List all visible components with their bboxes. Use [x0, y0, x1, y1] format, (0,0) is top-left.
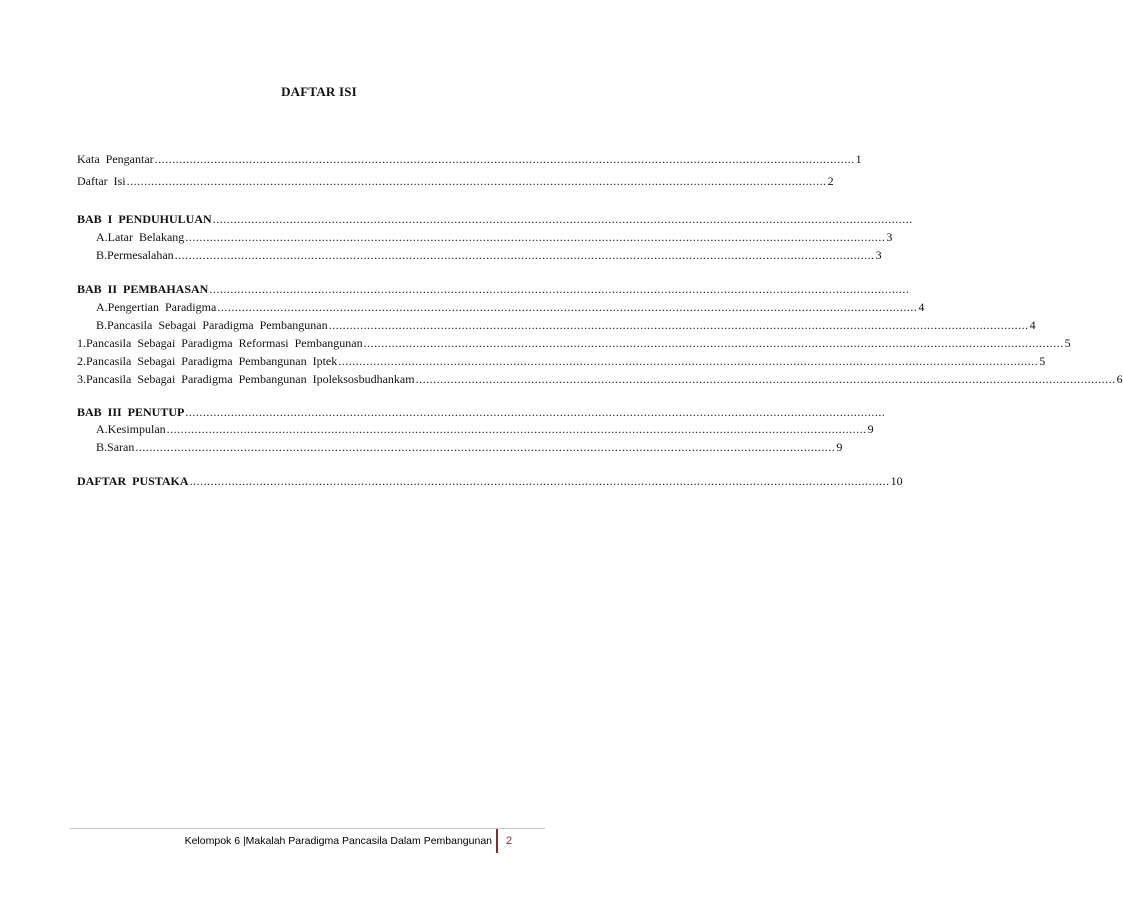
- toc-entry-label: Permesalahan: [107, 248, 174, 262]
- toc-entry-prefix: 3.: [77, 372, 86, 386]
- dot-leader: ........................................................................................................................................................................................................: [185, 230, 886, 244]
- toc-entry-prefix: 1.: [77, 336, 86, 350]
- dot-leader: ........................................................................................................................................................................................................: [135, 440, 836, 454]
- toc-entry-kata-pengantar: [77, 152, 862, 166]
- toc-entry-label: Latar Belakang: [107, 230, 185, 244]
- toc-entry-daftar-pustaka: [77, 474, 903, 488]
- dot-leader: ........................................................................................................................................................................................................: [209, 282, 910, 296]
- toc-entry-label: Pancasila Sebagai Paradigma Reformasi Pembangunan: [86, 336, 363, 350]
- page-title: DAFTAR ISI: [281, 84, 357, 99]
- dot-leader: ........................................................................................................................................................................................................: [189, 474, 890, 488]
- toc-entry-permesalahan: [96, 248, 882, 262]
- toc-entry-page: 4: [918, 300, 925, 314]
- toc-chapter-label: BAB I PENDUHULUAN: [77, 212, 212, 226]
- toc-chapter-label: BAB II PEMBAHASAN: [77, 282, 209, 296]
- toc-entry-label: DAFTAR PUSTAKA: [77, 474, 189, 488]
- dot-leader: ........................................................................................................................................................................................................: [415, 372, 1116, 386]
- toc-entry-label: Pancasila Sebagai Paradigma Pembangunan Iptek: [86, 354, 338, 368]
- toc-entry-pembangunan-iptek: [77, 354, 1046, 368]
- dot-leader: ........................................................................................................................................................................................................: [185, 405, 886, 419]
- toc-entry-pengertian-paradigma: [96, 300, 925, 314]
- dot-leader: ........................................................................................................................................................................................................: [212, 212, 913, 226]
- dot-leader: ........................................................................................................................................................................................................: [338, 354, 1039, 368]
- dot-leader: ........................................................................................................................................................................................................: [166, 422, 867, 436]
- toc-entry-page: 10: [890, 474, 903, 488]
- toc-entry-label: Kata Pengantar: [77, 152, 154, 166]
- toc-entry-page: 9: [867, 422, 874, 436]
- toc-entry-prefix: A.: [96, 422, 108, 436]
- footer-text: Kelompok 6 |Makalah Paradigma Pancasila Dalam Pembangunan: [184, 835, 492, 847]
- toc-entry-ipoleksosbudhankam: [77, 372, 1123, 386]
- toc-entry-page: 4: [1029, 318, 1036, 332]
- toc-entry-label: Kesimpulan: [107, 422, 166, 436]
- dot-leader: ........................................................................................................................................................................................................: [126, 174, 827, 188]
- toc-entry-prefix: A.: [96, 300, 108, 314]
- toc-entry-page: 5: [1039, 354, 1046, 368]
- dot-leader: ........................................................................................................................................................................................................: [363, 336, 1064, 350]
- toc-entry-daftar-isi: [77, 174, 834, 188]
- toc-entry-prefix: B.: [96, 318, 108, 332]
- toc-entry-label: Pancasila Sebagai Paradigma Pembangunan Ipoleksosbudhankam: [86, 372, 415, 386]
- toc-entry-page: 1: [855, 152, 862, 166]
- toc-entry-saran: [96, 440, 843, 454]
- toc-entry-kesimpulan: [96, 422, 874, 436]
- dot-leader: ........................................................................................................................................................................................................: [328, 318, 1029, 332]
- dot-leader: ........................................................................................................................................................................................................: [174, 248, 875, 262]
- toc-entry-prefix: B.: [96, 248, 108, 262]
- toc-entry-page: 5: [1064, 336, 1071, 350]
- toc-entry-page: 9: [836, 440, 843, 454]
- dot-leader: ........................................................................................................................................................................................................: [154, 152, 855, 166]
- toc-entry-prefix: B.: [96, 440, 108, 454]
- toc-entry-pancasila-paradigma-pembangunan: [96, 318, 1036, 332]
- toc-chapter-label: BAB III PENUTUP: [77, 405, 185, 419]
- toc-chapter-bab-3: [77, 405, 886, 419]
- toc-chapter-bab-1: [77, 212, 913, 226]
- page-number: 2: [496, 829, 545, 853]
- toc-entry-page: 2: [827, 174, 834, 188]
- toc-entry-page: 3: [886, 230, 893, 244]
- toc-chapter-bab-2: [77, 282, 910, 296]
- toc-entry-latar-belakang: [96, 230, 893, 244]
- toc-entry-label: Saran: [107, 440, 135, 454]
- toc-entry-reformasi-pembangunan: [77, 336, 1071, 350]
- toc-entry-prefix: A.: [96, 230, 108, 244]
- toc-entry-page: 6: [1116, 372, 1123, 386]
- toc-entry-prefix: 2.: [77, 354, 86, 368]
- toc-entry-label: Daftar Isi: [77, 174, 126, 188]
- dot-leader: ........................................................................................................................................................................................................: [217, 300, 918, 314]
- toc-entry-label: Pengertian Paradigma: [107, 300, 217, 314]
- toc-entry-label: Pancasila Sebagai Paradigma Pembangunan: [107, 318, 328, 332]
- toc-entry-page: 3: [875, 248, 882, 262]
